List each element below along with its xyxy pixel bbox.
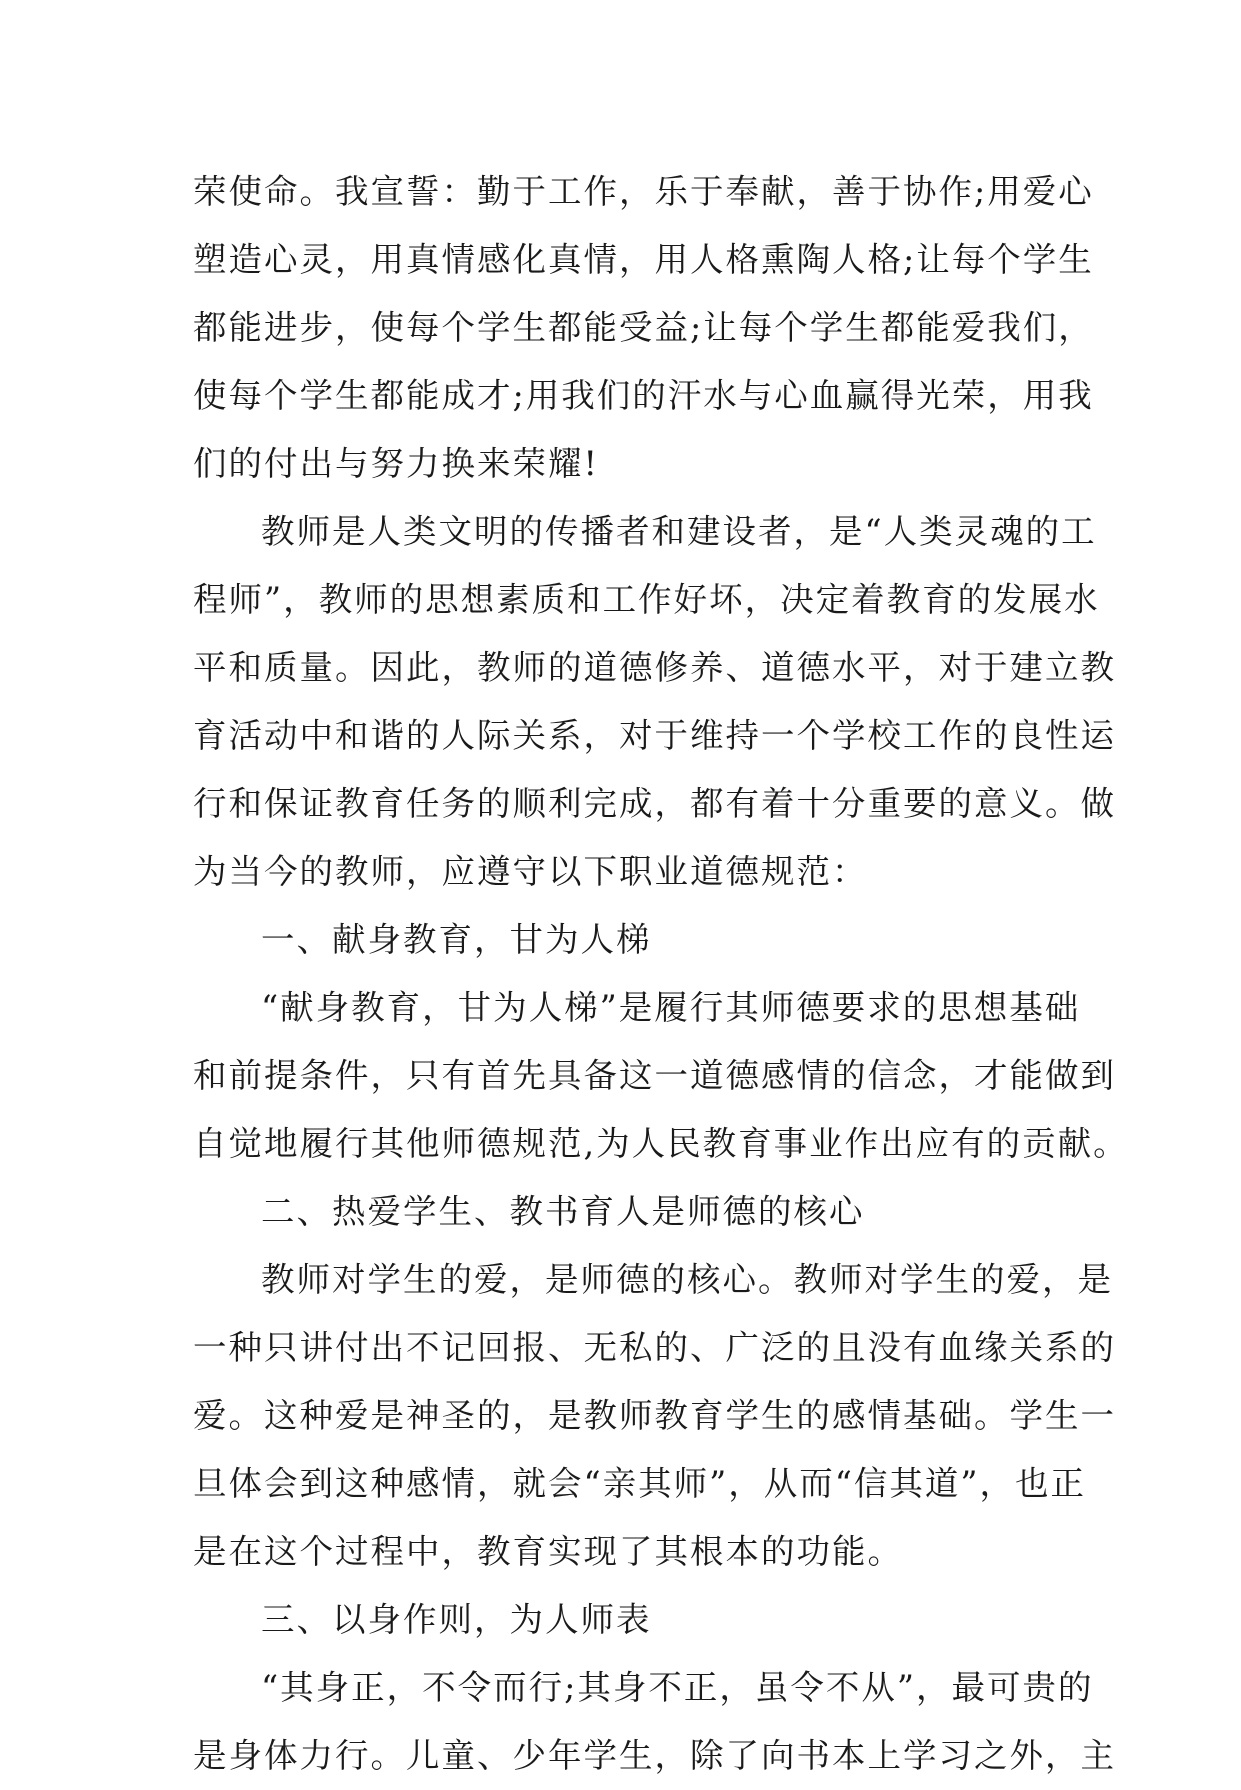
text-line: 为当今的教师，应遵守以下职业道德规范： [193,852,868,891]
section-heading-1: 一、献身教育，甘为人梯 [261,920,652,959]
text-line: 塑造心灵，用真情感化真情，用人格熏陶人格;让每个学生 [193,240,1094,279]
text-line: 荣使命。我宣誓：勤于工作，乐于奉献，善于协作;用爱心 [193,172,1094,211]
text-line: 旦体会到这种感情，就会“亲其师”，从而“信其道”，也正 [193,1464,1087,1503]
text-line: 是在这个过程中，教育实现了其根本的功能。 [193,1532,903,1571]
document-body [193,158,1129,1790]
section-heading-3: 三、以身作则，为人师表 [261,1600,652,1639]
paragraph-start-line: 教师对学生的爱，是师德的核心。教师对学生的爱，是 [261,1260,1113,1299]
text-line: 们的付出与努力换来荣耀! [193,444,599,483]
text-line: 自觉地履行其他师德规范,为人民教育事业作出应有的贡献。 [193,1124,1129,1163]
text-line: 爱。这种爱是神圣的，是教师教育学生的感情基础。学生一 [193,1396,1116,1435]
text-line: 和前提条件，只有首先具备这一道德感情的信念，才能做到 [193,1056,1116,1095]
section-heading-2: 二、热爱学生、教书育人是师德的核心 [261,1192,865,1231]
text-line: 行和保证教育任务的顺利完成，都有着十分重要的意义。做 [193,784,1116,823]
text-line: 是身体力行。儿童、少年学生，除了向书本上学习之外，主 [193,1736,1116,1775]
text-line: 一种只讲付出不记回报、无私的、广泛的且没有血缘关系的 [193,1328,1116,1367]
text-line: 使每个学生都能成才;用我们的汗水与心血赢得光荣，用我 [193,376,1094,415]
paragraph-start-line: “其身正，不令而行;其身不正，虽令不从”，最可贵的 [261,1668,1094,1707]
text-line: 都能进步，使每个学生都能受益;让每个学生都能爱我们， [193,308,1094,347]
paragraph-start-line: 教师是人类文明的传播者和建设者，是“人类灵魂的工 [261,512,1097,551]
text-line: 平和质量。因此，教师的道德修养、道德水平，对于建立教 [193,648,1116,687]
paragraph-start-line: “献身教育，甘为人梯”是履行其师德要求的思想基础 [261,988,1081,1027]
text-line: 育活动中和谐的人际关系，对于维持一个学校工作的良性运 [193,716,1116,755]
text-line: 程师”，教师的思想素质和工作好坏，决定着教育的发展水 [193,580,1100,619]
